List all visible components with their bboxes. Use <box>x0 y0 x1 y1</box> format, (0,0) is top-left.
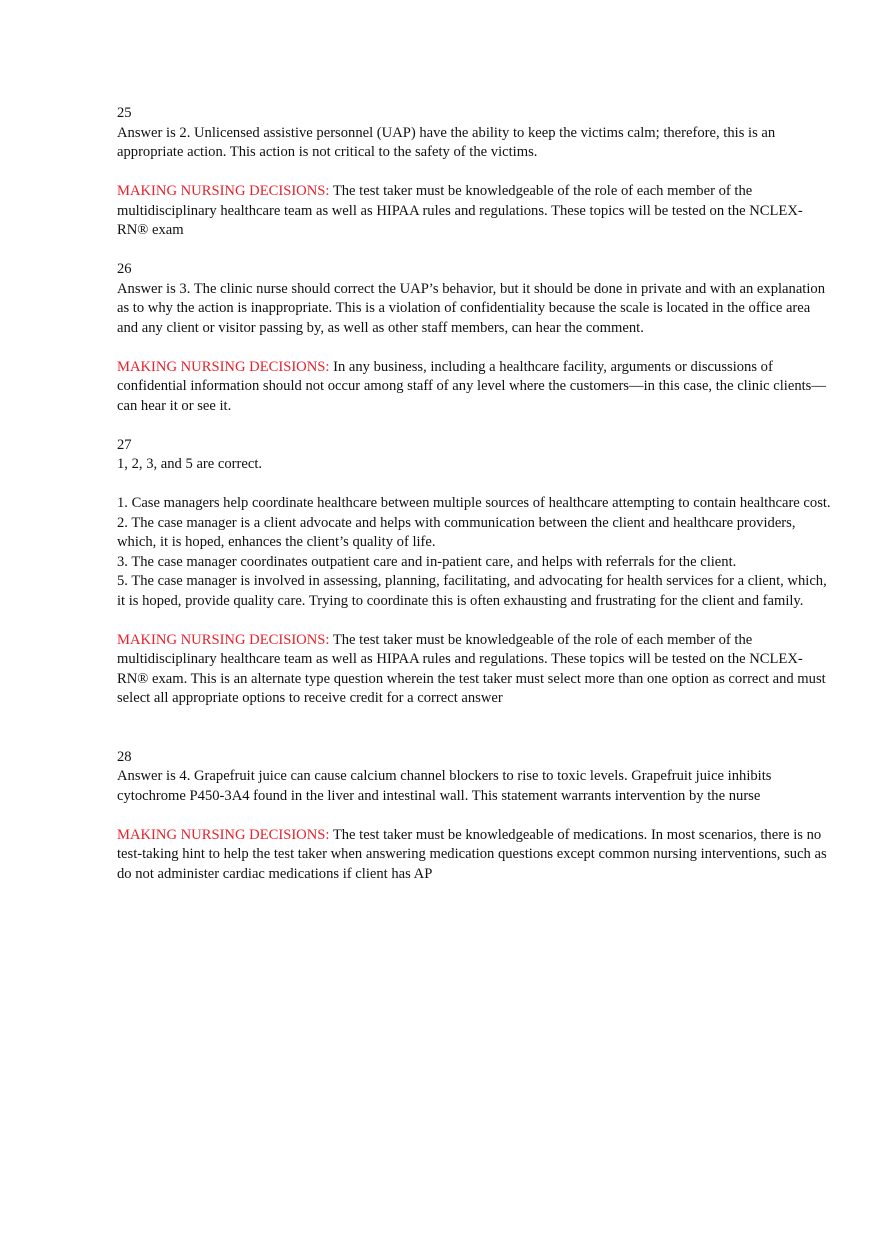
document-page <box>117 104 833 884</box>
question-number: 25 <box>117 105 132 121</box>
decision-text: The test taker must be knowledgeable of the role of each member of the multidisciplinary healthcare team as well as HIPAA rules and regulations. These topics will be tested on the NCLEX-RN® exam. This is an alternate type question wherein the test taker must select more than one option as correct and must select all appropriate options to receive credit for a correct answer <box>117 631 826 706</box>
option-explanation: 3. The case manager coordinates outpatient care and in-patient care, and helps with referrals for the client. <box>117 553 737 570</box>
answer-item-25 <box>117 104 833 241</box>
option-explanation: 1. Case managers help coordinate healthcare between multiple sources of healthcare attempting to contain healthcare cost. <box>117 495 831 511</box>
answer-item-26 <box>117 260 833 416</box>
decision-text: In any business, including a healthcare facility, arguments or discussions of confidential information should not occur among staff of any level where the customers—in this case, the clinic clients—can hear it or see it. <box>117 358 826 414</box>
decision-text: The test taker must be knowledgeable of the role of each member of the multidisciplinary healthcare team as well as HIPAA rules and regulations. These topics will be tested on the NCLEX-RN® exam <box>117 183 803 238</box>
decision-paragraph <box>117 358 833 417</box>
question-number: 27 <box>117 436 132 453</box>
answer-item-27 <box>117 436 833 709</box>
answer-text: Answer is 4. Grapefruit juice can cause calcium channel blockers to rise to toxic levels. Grapefruit juice inhibits cytochrome P450-3A4 found in the liver and intestinal wall. This statement warrants intervention by the nurse <box>117 768 772 804</box>
decision-paragraph <box>117 182 833 241</box>
decision-label: MAKING NURSING DECISIONS: <box>117 631 330 648</box>
question-number: 26 <box>117 261 132 277</box>
answer-text: Answer is 3. The clinic nurse should correct the UAP’s behavior, but it should be done in private and with an explanation as to why the action is inappropriate. This is a violation of confidentiality because the scale is located in the office area and any client or visitor passing by, as well as other staff members, can hear the comment. <box>117 280 826 336</box>
decision-label: MAKING NURSING DECISIONS: <box>117 358 330 375</box>
option-explanation: 2. The case manager is a client advocate and helps with communication between the client and healthcare providers, which, it is hoped, enhances the client’s quality of life. <box>117 514 796 550</box>
decision-text: The test taker must be knowledgeable of medications. In most scenarios, there is no test-taking hint to help the test taker when answering medication questions except common nursing interventions, such as do not administer cardiac medications if client has AP <box>117 826 827 882</box>
decision-paragraph <box>117 631 833 709</box>
answer-item-28 <box>117 748 833 885</box>
option-explanation: 5. The case manager is involved in assessing, planning, facilitating, and advocating for health services for a client, which, it is hoped, provide quality care. Trying to coordinate this is often exhausting and frustrating for the client and family. <box>117 573 827 609</box>
decision-label: MAKING NURSING DECISIONS: <box>117 183 330 199</box>
answer-text: Answer is 2. Unlicensed assistive personnel (UAP) have the ability to keep the victims calm; therefore, this is an appropriate action. This action is not critical to the safety of the victims. <box>117 124 776 160</box>
answer-text: 1, 2, 3, and 5 are correct. <box>117 456 263 472</box>
decision-label: MAKING NURSING DECISIONS: <box>117 826 330 843</box>
question-number: 28 <box>117 748 132 765</box>
decision-paragraph <box>117 826 833 885</box>
